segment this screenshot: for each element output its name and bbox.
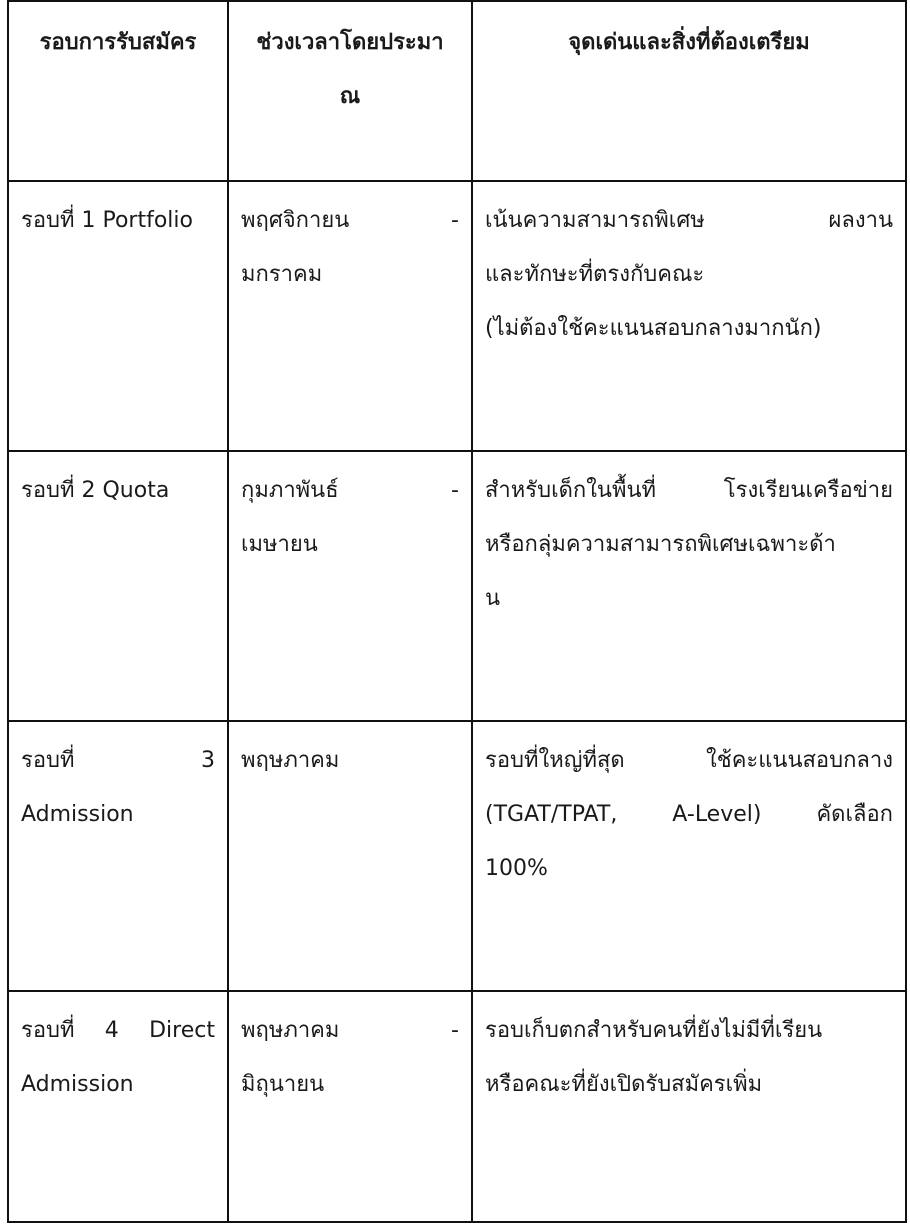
cell-text-line: Admission — [21, 802, 134, 827]
header-round-label: รอบการรับสมัคร — [39, 30, 197, 55]
header-detail — [472, 1, 906, 181]
cell-text-line: พฤษภาคม - — [241, 1018, 459, 1043]
header-round — [8, 1, 228, 181]
cell-period — [228, 991, 472, 1222]
cell-text-line: เมษายน — [241, 532, 318, 557]
cell-text-line: หรือคณะที่ยังเปิดรับสมัครเพิ่ม — [485, 1072, 763, 1097]
cell-text-line: น — [485, 586, 501, 611]
cell-period — [228, 181, 472, 451]
table-header-row — [8, 1, 906, 181]
cell-round — [8, 991, 228, 1222]
cell-text-line: Admission — [21, 1072, 134, 1097]
cell-text-line: เน้นความสามารถพิเศษ ผลงาน — [485, 208, 893, 233]
cell-detail — [472, 721, 906, 991]
cell-text-line: และทักษะที่ตรงกับคณะ — [485, 262, 705, 287]
header-period — [228, 1, 472, 181]
cell-text-line: (TGAT/TPAT, A-Level) คัดเลือก — [485, 802, 893, 827]
cell-text-line: รอบที่ 2 Quota — [21, 478, 170, 503]
cell-text-line: กุมภาพันธ์ - — [241, 478, 459, 503]
cell-text-line: (ไม่ต้องใช้คะแนนสอบกลางมากนัก) — [485, 316, 822, 341]
cell-text-line: สำหรับเด็กในพื้นที่ โรงเรียนเครือข่าย — [485, 478, 893, 503]
cell-text-line: หรือกลุ่มความสามารถพิเศษเฉพาะด้า — [485, 532, 836, 557]
cell-detail — [472, 181, 906, 451]
cell-text-line: พฤศจิกายน - — [241, 208, 459, 233]
table-row — [8, 181, 906, 451]
admission-rounds-table — [7, 0, 907, 1223]
cell-text-line: 100% — [485, 856, 548, 881]
cell-text-line: พฤษภาคม — [241, 748, 340, 773]
cell-period — [228, 721, 472, 991]
cell-text-line: มกราคม — [241, 262, 323, 287]
table-row — [8, 991, 906, 1222]
cell-round — [8, 721, 228, 991]
header-period-label-line2: ณ — [339, 84, 361, 109]
cell-round — [8, 181, 228, 451]
cell-text-line: รอบที่ใหญ่ที่สุด ใช้คะแนนสอบกลาง — [485, 748, 893, 773]
cell-detail — [472, 991, 906, 1222]
cell-text-line: รอบที่ 3 — [21, 748, 215, 773]
cell-text-line: รอบที่ 1 Portfolio — [21, 208, 193, 233]
cell-detail — [472, 451, 906, 721]
cell-text-line: มิถุนายน — [241, 1072, 325, 1097]
cell-round — [8, 451, 228, 721]
table-row — [8, 721, 906, 991]
header-period-label-line1: ช่วงเวลาโดยประมา — [256, 30, 444, 55]
cell-text-line: รอบที่ 4 Direct — [21, 1018, 215, 1043]
table-row — [8, 451, 906, 721]
cell-text-line: รอบเก็บตกสำหรับคนที่ยังไม่มีที่เรียน — [485, 1018, 823, 1043]
cell-period — [228, 451, 472, 721]
header-detail-label: จุดเด่นและสิ่งที่ต้องเตรียม — [568, 30, 810, 55]
